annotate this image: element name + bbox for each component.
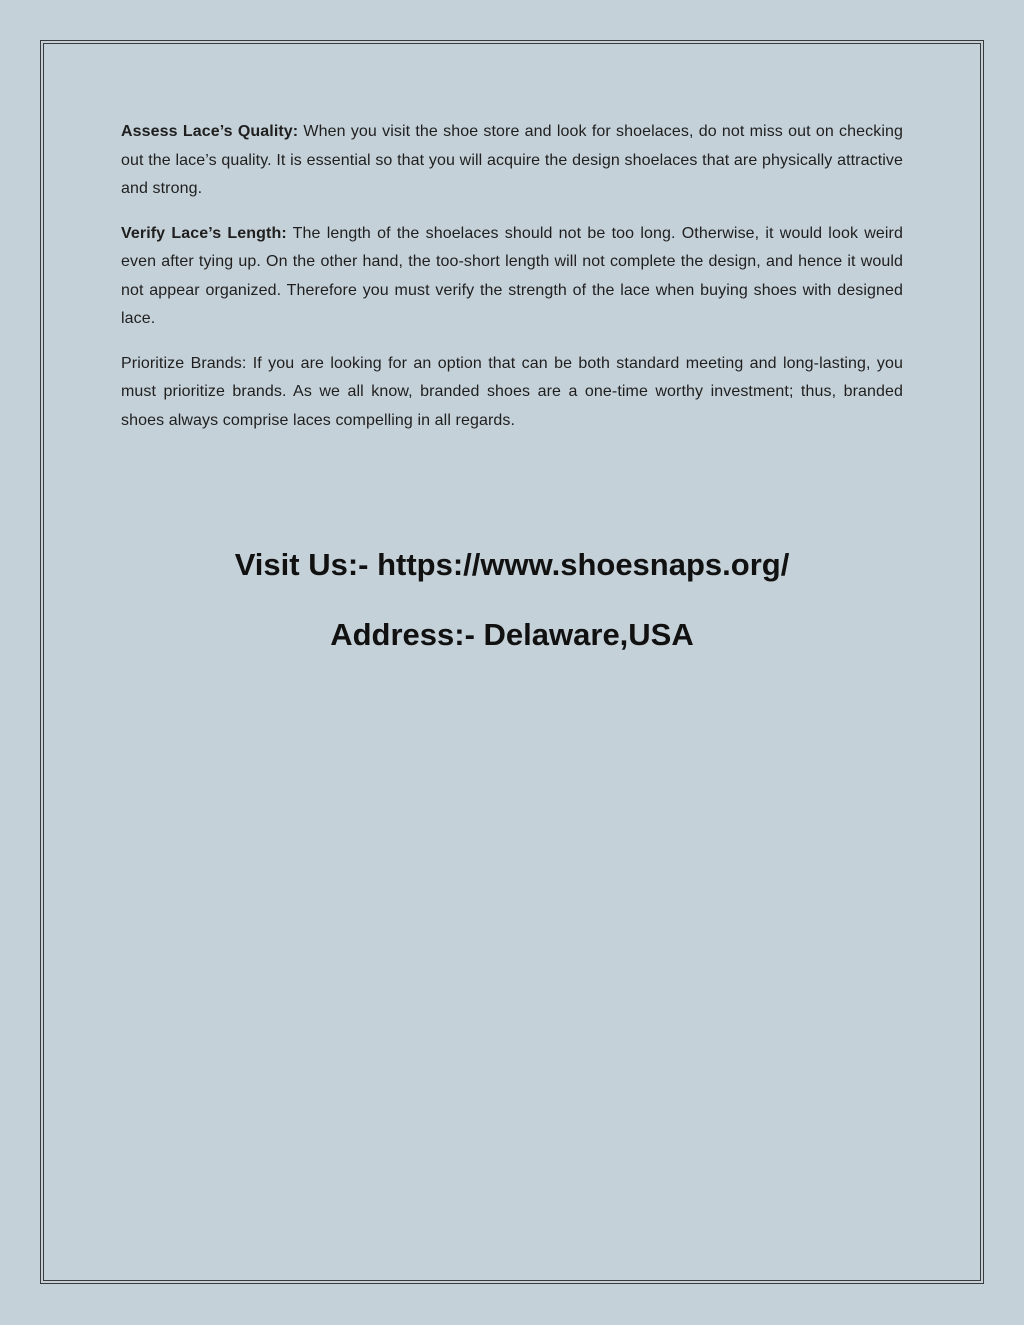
address-line: Address:- Delaware,USA: [330, 617, 694, 652]
document-body: [121, 118, 903, 451]
paragraph-text: The length of the shoelaces should not be too long. Otherwise, it would look weird even after tying up. On the other hand, the too-short length will not complete the design, and hence it would not appear organized. Therefore you must verify the strength of the lace when buying shoes with designed lace.: [121, 224, 903, 327]
paragraph-text: When you visit the shoe store and look for shoelaces, do not miss out on checking out the lace’s quality. It is essential so that you will acquire the design shoelaces that are physically attractive and strong.: [121, 123, 903, 197]
paragraph-heading: Assess Lace’s Quality:: [121, 123, 299, 140]
paragraph-heading: Verify Lace’s Length:: [121, 224, 287, 242]
paragraph-verify-length: [121, 220, 903, 334]
paragraph-prioritize-brands: [121, 350, 903, 436]
paragraph-assess-quality: [121, 118, 903, 204]
visit-us-line: Visit Us:- https://www.shoesnaps.org/: [234, 547, 790, 582]
paragraph-text: Prioritize Brands: If you are looking for an option that can be both standard meeting and long-lasting, you must prioritize brands. As we all know, branded shoes are a one-time worthy investment; thus, branded shoes always comprise laces compelling in all regards.: [121, 354, 903, 429]
